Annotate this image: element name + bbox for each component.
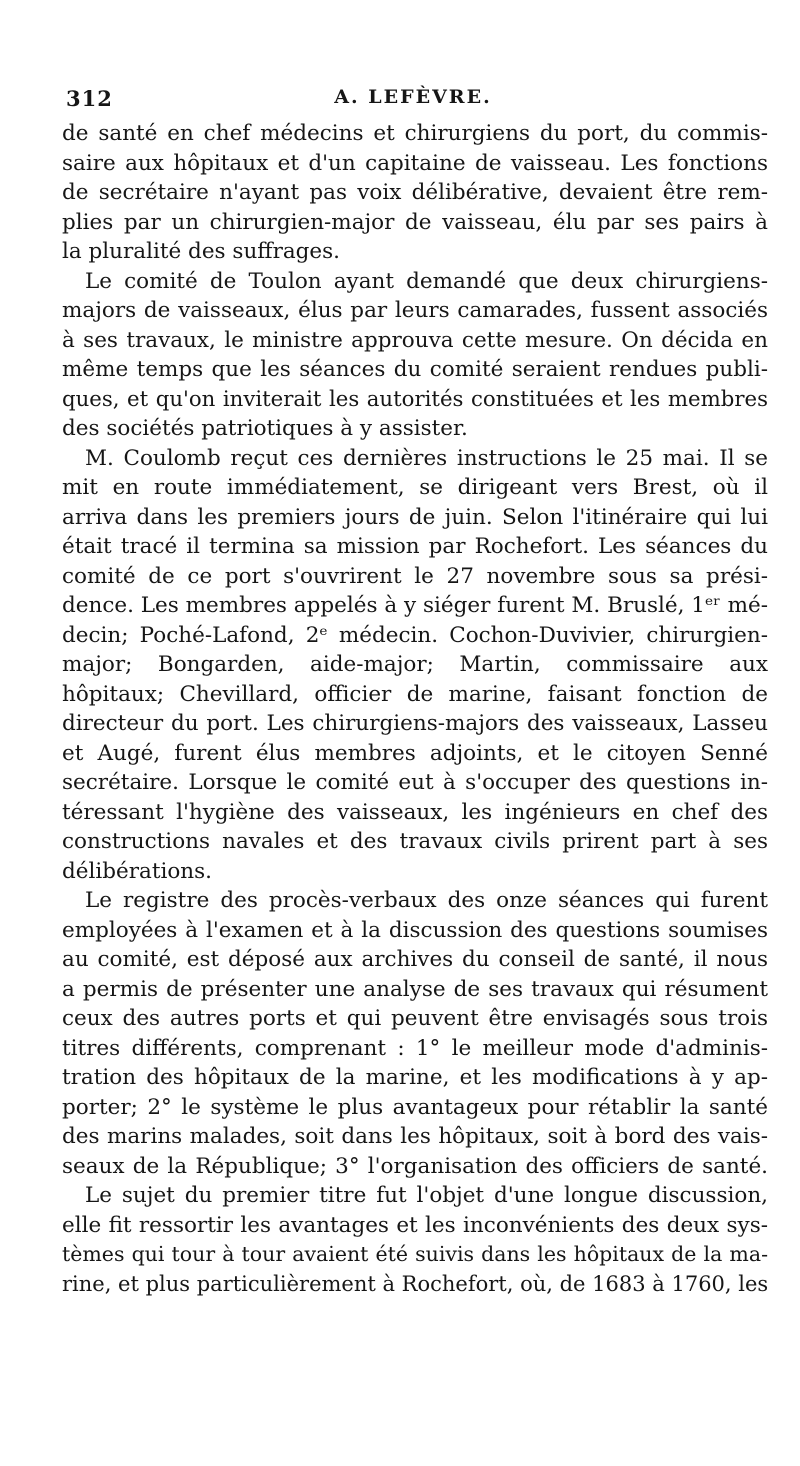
text-line: téressant l'hygiène des vaisseaux, les ingénieurs en chef des [62, 799, 768, 825]
text-line: à ses travaux, le ministre approuva cette mesure. On décida en [62, 327, 768, 353]
text-line: mit en route immédiatement, se dirigeant vers Brest, où il [62, 475, 768, 500]
text-line: tèmes qui tour à tour avaient été suivis dans les hôpitaux de la ma- [62, 1242, 768, 1266]
text-line: seaux de la République; 3° l'organisation des officiers de santé. [62, 1153, 768, 1179]
text-line: ceux des autres ports et qui peuvent être envisagés sous trois [62, 1006, 768, 1031]
text-line: secrétaire. Lorsque le comité eut à s'occuper des questions in- [62, 770, 768, 795]
text-line: Le comité de Toulon ayant demandé que deux chirurgiens- [85, 268, 768, 294]
text-line: ques, et qu'on inviterait les autorités constituées et les membres [62, 386, 768, 412]
text-line: de santé en chef médecins et chirurgiens du port, du commis- [62, 121, 768, 146]
page-number: 312 [66, 86, 113, 111]
text-line: était tracé il termina sa mission par Rochefort. Les séances du [62, 534, 768, 559]
body-text [62, 119, 768, 1299]
text-line: decin; Poché-Lafond, 2ᵉ médecin. Cochon-Duvivier, chirurgien- [62, 622, 768, 648]
text-line: des marins malades, soit dans les hôpitaux, soit à bord des vais- [62, 1124, 768, 1149]
text-line: elle fit ressortir les avantages et les inconvénients des deux sys- [62, 1212, 768, 1238]
text-line: Le registre des procès-verbaux des onze séances qui furent [85, 888, 768, 913]
text-line: titres différents, comprenant : 1° le meilleur mode d'adminis- [62, 1035, 768, 1061]
text-line: Le sujet du premier titre fut l'objet d'une longue discussion, [85, 1183, 768, 1208]
text-line: employées à l'examen et à la discussion des questions soumises [62, 917, 768, 943]
text-line: hôpitaux; Chevillard, officier de marine, faisant fonction de [62, 681, 768, 707]
text-line: dence. Les membres appelés à y siéger furent M. Bruslé, 1ᵉʳ mé- [62, 593, 768, 618]
text-line: rine, et plus particulièrement à Rochefort, où, de 1683 à 1760, les [62, 1271, 769, 1296]
text-line: a permis de présenter une analyse de ses travaux qui résument [62, 976, 768, 1002]
text-line: plies par un chirurgien-major de vaisseau, élu par ses pairs à [62, 209, 768, 235]
text-line: porter; 2° le système le plus avantageux pour rétablir la santé [62, 1094, 768, 1120]
text-line: la pluralité des suffrages. [62, 239, 341, 264]
text-line: délibérations. [62, 858, 212, 884]
text-line: au comité, est déposé aux archives du conseil de santé, il nous [62, 947, 768, 972]
text-line: M. Coulomb reçut ces dernières instructions le 25 mai. Il se [85, 445, 768, 471]
text-line: des sociétés patriotiques à y assister. [62, 416, 468, 441]
running-header [66, 86, 760, 116]
text-line: majors de vaisseaux, élus par leurs camarades, fussent associés [62, 298, 768, 323]
text-line: arriva dans les premiers jours de juin. Selon l'itinéraire qui lui [62, 504, 768, 530]
text-line: comité de ce port s'ouvrirent le 27 novembre sous sa prési- [62, 563, 768, 589]
text-line: saire aux hôpitaux et d'un capitaine de vaisseau. Les fonctions [62, 150, 768, 176]
running-title: A. LEFÈVRE. [334, 86, 492, 108]
text-line: major; Bongarden, aide-major; Martin, commissaire aux [62, 652, 768, 677]
text-line: directeur du port. Les chirurgiens-majors des vaisseaux, Lasseu [62, 711, 768, 736]
text-line: et Augé, furent élus membres adjoints, et le citoyen Senné [62, 740, 768, 766]
text-line: constructions navales et des travaux civils prirent part à ses [62, 829, 768, 854]
text-line: même temps que les séances du comité seraient rendues publi- [62, 357, 768, 382]
text-line: de secrétaire n'ayant pas voix délibérative, devaient être rem- [62, 180, 768, 205]
text-line: tration des hôpitaux de la marine, et les modifications à y ap- [62, 1065, 768, 1090]
